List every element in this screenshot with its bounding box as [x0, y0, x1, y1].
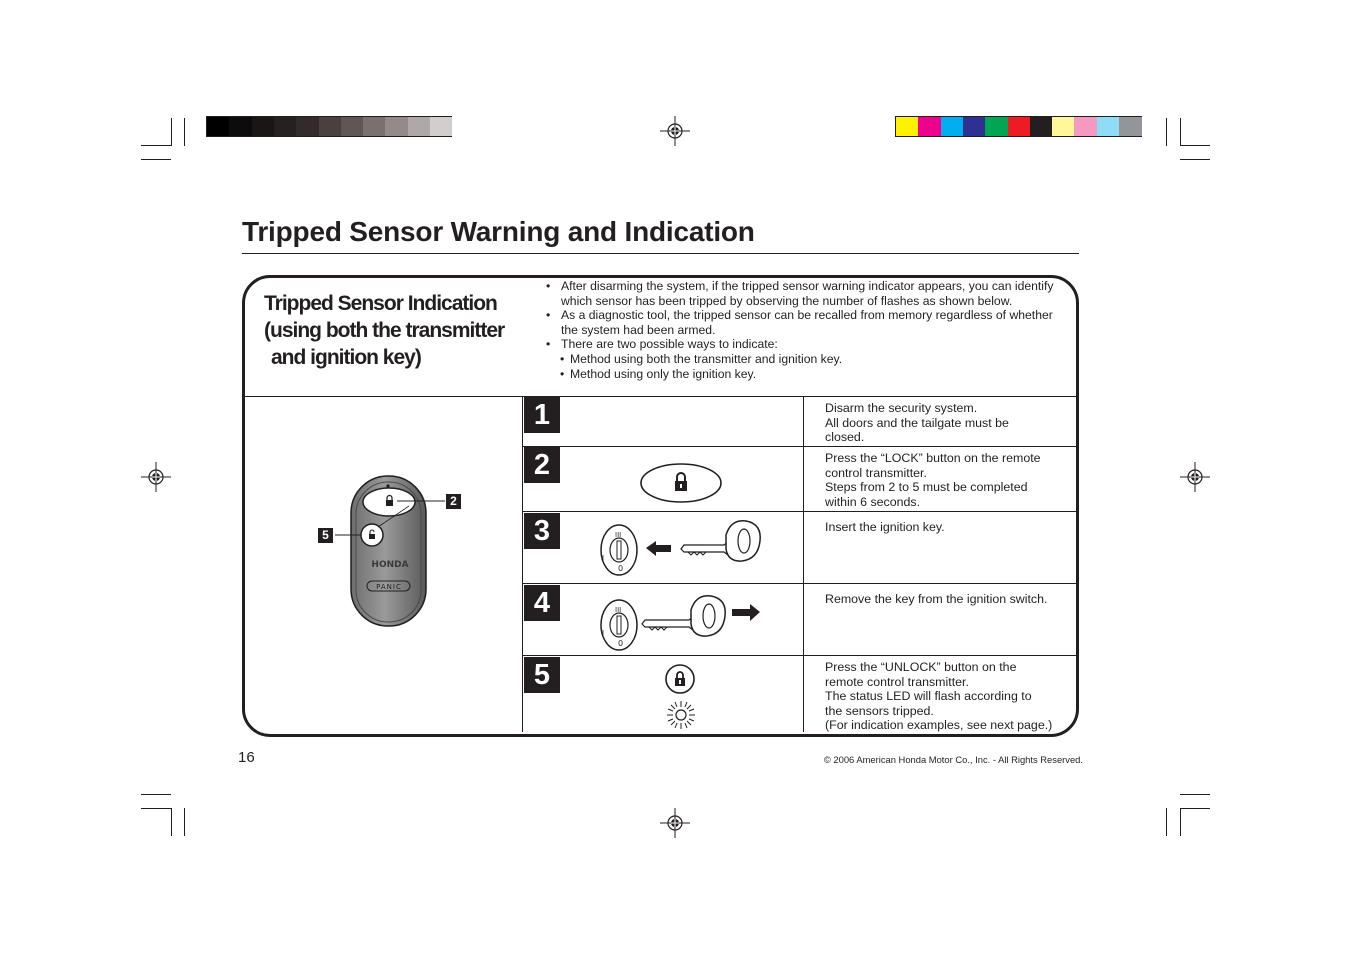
step-text-line: remote control transmitter. [825, 674, 969, 689]
gray-swatch [296, 117, 319, 136]
ignition-label-start: III [615, 606, 622, 614]
gray-swatch [341, 117, 364, 136]
step-text-line: All doors and the tailgate must be [825, 415, 1009, 430]
step-divider [522, 511, 1076, 512]
color-swatch [1119, 117, 1142, 136]
ignition-label-acc: I [602, 554, 605, 562]
remote-panic-label: PANIC [376, 583, 402, 591]
gray-swatch [452, 117, 475, 136]
gray-swatch [207, 117, 230, 136]
step-divider [522, 655, 1076, 656]
step-divider [522, 446, 1076, 447]
step-text-line: Press the “LOCK” button on the remote [825, 451, 1041, 465]
bullet-item: • As a diagnostic tool, the tripped sensor can be recalled from memory regardless of whether the system had been armed. [546, 308, 1053, 337]
color-swatch [1008, 117, 1031, 136]
callout-unlock-button: 5 [318, 528, 333, 543]
step-text-line: Disarm the security system. [825, 401, 978, 415]
color-swatch [985, 117, 1008, 136]
flashing-led-icon [666, 700, 696, 730]
remote-brand: HONDA [371, 560, 409, 570]
step-text-line: Press the “UNLOCK” button on the [825, 660, 1017, 674]
step-2-text [825, 451, 1070, 509]
ignition-insert-key-illustration [596, 515, 766, 579]
step-divider [522, 583, 1076, 584]
step-3-text [825, 520, 1070, 535]
step-number-5: 5 [524, 657, 560, 693]
step-number-4: 4 [524, 585, 560, 621]
gray-swatch [408, 117, 431, 136]
color-swatch [918, 117, 941, 136]
gray-swatch [229, 117, 252, 136]
step-text-line: Steps from 2 to 5 must be completed [825, 480, 1028, 495]
page-title: Tripped Sensor Warning and Indication [242, 216, 755, 247]
callout-lock-button: 2 [446, 494, 461, 509]
step-text-line: closed. [825, 430, 865, 445]
gray-swatch [319, 117, 342, 136]
gray-swatch [430, 117, 453, 136]
color-swatch [1030, 117, 1053, 136]
step-text-line: the sensors tripped. [825, 703, 934, 718]
color-swatch [1097, 117, 1120, 136]
ignition-remove-key-illustration [596, 590, 766, 654]
gray-swatch [252, 117, 275, 136]
step-text-line: Insert the ignition key. [825, 520, 945, 534]
step-1-text [825, 401, 1070, 445]
section-heading-line-2: (using both the transmitter [264, 319, 505, 342]
bullet-text: After disarming the system, if the tripped sensor warning indicator appears, you can identify which sensor has been tripped by observing the number of flashes as shown below. [561, 279, 1054, 308]
ignition-label-start: III [615, 531, 622, 539]
step-number-2: 2 [524, 447, 560, 483]
sub-bullet-text: Method using both the transmitter and ignition key. [570, 351, 843, 366]
lock-button-icon [638, 461, 724, 505]
intro-bullets [546, 279, 1066, 381]
step-text-line: (For indication examples, see next page.) [825, 718, 1053, 733]
color-swatch [1074, 117, 1097, 136]
step-5-text [825, 660, 1070, 733]
step-text-line: control transmitter. [825, 465, 927, 480]
bullet-text: As a diagnostic tool, the tripped sensor can be recalled from memory regardless of whether the system had been armed. [561, 308, 1053, 337]
gray-swatch [363, 117, 386, 136]
ignition-label-off: 0 [618, 564, 624, 573]
bullet-item: • There are two possible ways to indicate: [546, 337, 778, 352]
step-text-line: Remove the key from the ignition switch. [825, 592, 1048, 606]
title-rule [242, 253, 1079, 254]
section-heading [264, 290, 534, 371]
copyright-notice: © 2006 American Honda Motor Co., Inc. - All Rights Reserved. [823, 754, 1083, 765]
unlock-button-icon [664, 663, 696, 695]
header-divider [245, 396, 1076, 397]
ignition-label-off: 0 [618, 639, 624, 648]
gray-swatch [274, 117, 297, 136]
gray-swatch [385, 117, 408, 136]
step-4-text [825, 592, 1070, 607]
color-swatch [963, 117, 986, 136]
color-swatch [941, 117, 964, 136]
registration-mark-top [660, 116, 690, 146]
bullet-item: • After disarming the system, if the tripped sensor warning indicator appears, you can identify which sensor has been tripped by observing the number of flashes as shown below. [546, 279, 1054, 308]
bullet-text: There are two possible ways to indicate: [561, 337, 778, 352]
step-text-line: The status LED will flash according to [825, 689, 1032, 704]
registration-mark-left [141, 462, 171, 492]
section-heading-line-1: Tripped Sensor Indication [264, 292, 497, 315]
page-number: 16 [238, 749, 255, 766]
ignition-label-acc: I [602, 629, 605, 637]
sub-bullet-text: Method using only the ignition key. [570, 366, 757, 381]
registration-mark-bottom [660, 808, 690, 838]
step-number-3: 3 [524, 513, 560, 549]
step-text-line: within 6 seconds. [825, 494, 921, 509]
color-swatch [1052, 117, 1075, 136]
section-heading-line-3: and ignition key) [271, 346, 421, 369]
registration-mark-right [1180, 462, 1210, 492]
sub-bullet-item: • Method using both the transmitter and ignition key. [560, 351, 843, 366]
sub-bullet-item: • Method using only the ignition key. [560, 366, 757, 381]
color-swatch [896, 117, 919, 136]
step-number-1: 1 [524, 397, 560, 433]
